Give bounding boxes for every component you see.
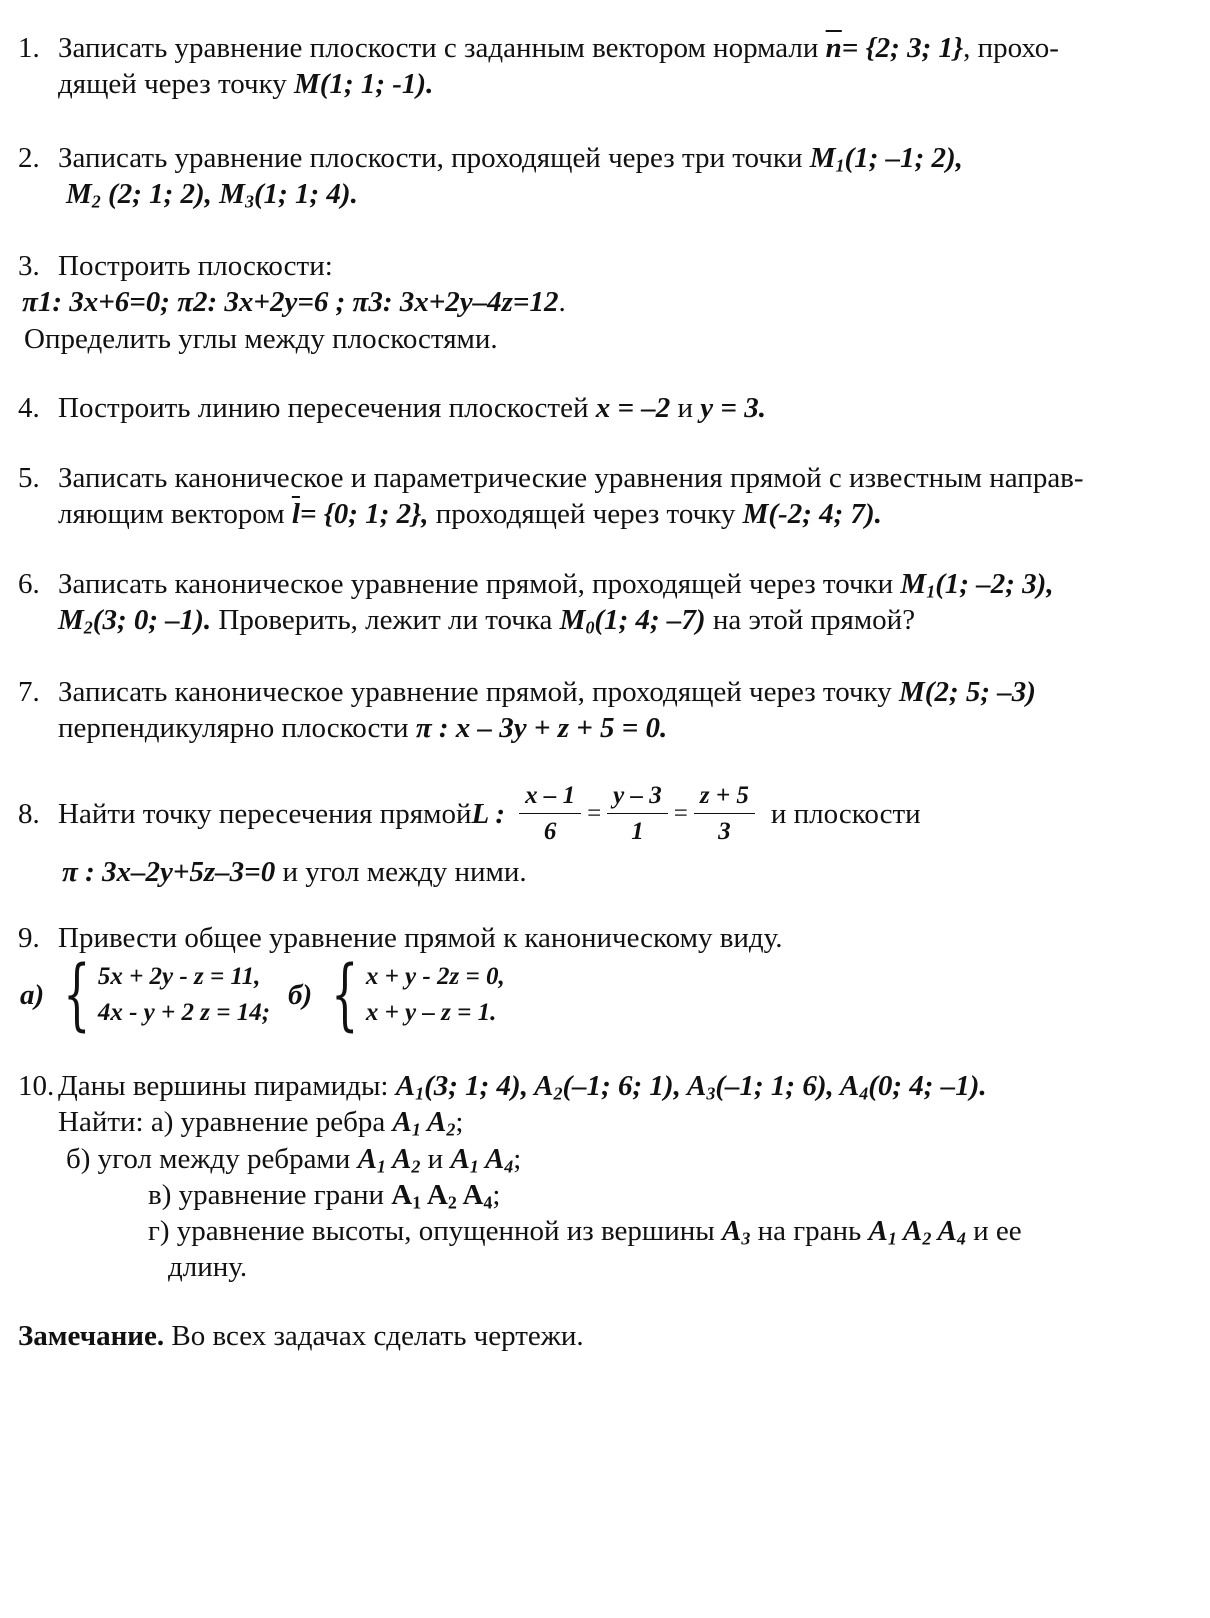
vertex-a2: $A_2(-1$; 6; 1),: [534, 1070, 688, 1104]
brace-icon: {: [331, 950, 359, 1041]
point-m0: $M_0(1$; 4; –7): [559, 604, 706, 638]
problem-text: Записать каноническое уравнение прямой, проходящей через точку: [58, 676, 899, 708]
point: M(1; 1; -1).: [294, 68, 434, 101]
problem-number: 5.: [18, 462, 40, 494]
vertex-a3: $A_3(-1$; 1; 6),: [687, 1070, 840, 1104]
problem-number: 2.: [18, 142, 40, 174]
normal-vector: $\overline{n}$: [825, 32, 842, 64]
note-label: Замечание.: [18, 1320, 165, 1352]
system-a: { 5x + 2y - z = 11, 4x - y + 2 z = 14;: [63, 950, 271, 1041]
equation: y = 3.: [700, 392, 766, 424]
problem-text: Найти точку пересечения прямой: [58, 797, 472, 830]
problem-4: 4. Построить линию пересечения плоскостей x = –2 и y = 3.: [18, 390, 1170, 426]
point-m1: $M_1(1$; –2; 3),: [900, 568, 1054, 602]
point: M(-2; 4; 7).: [742, 498, 882, 531]
plane-equation: π : x – 3y + z + 5 = 0.: [415, 712, 668, 745]
problem-text: Записать уравнение плоскости с заданным вектором нормали: [58, 32, 826, 64]
problem-5: 5. Записать каноническое и параметрические уравнения прямой с известным направ- ляющим вектором $\overline{l}= \{0$; 1; 2}, проходящей через точку M(-2; 4; 7).: [18, 462, 1084, 531]
fraction-x: $\frac{x - 1}{6}$: [519, 780, 581, 848]
vertex-a4: $A_4(0$; 4; –1).: [839, 1070, 987, 1104]
subtask-c: в) уравнение грани $A_1$ $A_2$ $A_4$;: [148, 1178, 501, 1213]
problem-9: [18, 920, 1170, 1041]
problem-text: Построить плоскости:: [58, 250, 333, 282]
problem-text: Записать уравнение плоскости, проходящей через три точки: [58, 142, 810, 174]
system-a-label: а): [20, 979, 45, 1012]
problem-text: ляющим вектором: [58, 498, 292, 531]
problem-number: 7.: [18, 676, 40, 708]
system-b: { x + y - 2z = 0, x + y – z = 1.: [331, 950, 505, 1041]
fraction-z: $\frac{z + 5}{3}$: [694, 780, 755, 848]
points-m2-m3: $M_2$ (2; 1; 2), $M_3(1$; 1; 4).: [66, 178, 358, 212]
direction-vector: $\overline{l}$: [291, 498, 300, 531]
problem-text: Записать каноническое уравнение прямой, проходящей через точки: [58, 568, 901, 600]
problem-number: 1.: [18, 32, 40, 64]
pyramid-vertices: 10. Даны вершины пирамиды: $A_1(3$; 1; 4), $A_2(-1$; 6; 1), $A_3(-1$; 1; 6), $A_4(0$; 4; –1).: [18, 1070, 987, 1104]
problem-text: дящей через точку: [58, 68, 295, 101]
problem-8: 8. Найти точку пересечения прямой L : $\frac{x - 1}{6}$ = $\frac{y - 3}{1}$ = $\frac{z + 5}{3}$ и плоскости π : 3x–2y+5z–3=0 и угол между ними.: [18, 782, 921, 888]
problem-7: 7. Записать каноническое уравнение прямой, проходящей через точку M(2; 5; –3) перпендикулярно плоскости π : x – 3y + z + 5 = 0.: [18, 676, 1036, 745]
line-label: L :: [471, 797, 506, 830]
system-b-label: б): [288, 979, 313, 1012]
problem-number: 8.: [18, 797, 40, 830]
problem-task: Определить углы между плоскостями.: [24, 322, 498, 355]
point-m1: $M_1(1$; –1; 2),: [809, 142, 963, 176]
problem-number: 6.: [18, 568, 40, 600]
subtask-d-cont: длину.: [168, 1251, 248, 1284]
plane-equations: π1: 3x+6=0; π2: 3x+2y=6 ; π3: 3x+2y–4z=12: [22, 286, 559, 319]
problem-number: 4.: [18, 392, 40, 424]
note-text: Во всех задачах сделать чертежи.: [164, 1320, 584, 1352]
subtask-b: б) угол между ребрами $A_1$ $A_2$ и $A_1$ $A_4$;: [66, 1142, 522, 1176]
problem-number: 9.: [18, 922, 40, 954]
problem-text: Привести общее уравнение прямой к каноническому виду.: [58, 922, 783, 954]
point-m2: $M_2(3$; 0; –1).: [58, 604, 212, 638]
brace-icon: {: [63, 950, 91, 1041]
subtask-a: Найти: а) уравнение ребра $A_1$ $A_2$;: [58, 1106, 464, 1140]
problem-2: [18, 140, 1170, 213]
fraction-y: $\frac{y - 3}{1}$: [607, 780, 668, 848]
vertex-a1: $A_1(3$; 1; 4),: [395, 1070, 535, 1104]
problem-number: 10.: [18, 1070, 55, 1102]
problem-text: Построить линию пересечения плоскостей: [58, 392, 596, 424]
problem-6: 6. Записать каноническое уравнение прямой, проходящей через точки $M_1(1$; –2; 3), $M_2(3$; 0; –1). Проверить, лежит ли точка $M_0(1$; 4; –7) на этой прямой?: [18, 568, 1054, 638]
problem-3: 3. Построить плоскости: π1: 3x+6=0; π2: 3x+2y=6 ; π3: 3x+2y–4z=12. Определить углы между плоскостями.: [18, 250, 566, 355]
vector-value: = {2; 3; 1}: [841, 32, 964, 64]
problem-text: , прохо-: [963, 32, 1059, 64]
plane-equation: π : 3x–2y+5z–3=0: [62, 855, 276, 888]
note: [18, 1318, 1170, 1354]
vector-value: = {0; 1; 2},: [299, 498, 429, 531]
equation: x = –2: [595, 392, 671, 424]
point: M(2; 5; –3): [899, 676, 1036, 708]
problem-1: [18, 30, 1170, 103]
problem-number: 3.: [18, 250, 40, 282]
problem-10: [18, 1068, 1170, 1286]
problem-text: Записать каноническое и параметрические уравнения прямой с известным направ-: [58, 462, 1084, 494]
subtask-d: г) уравнение высоты, опущенной из вершины $A_3$ на грань $A_1$ $A_2$ $A_4$ и ее: [148, 1215, 1022, 1249]
